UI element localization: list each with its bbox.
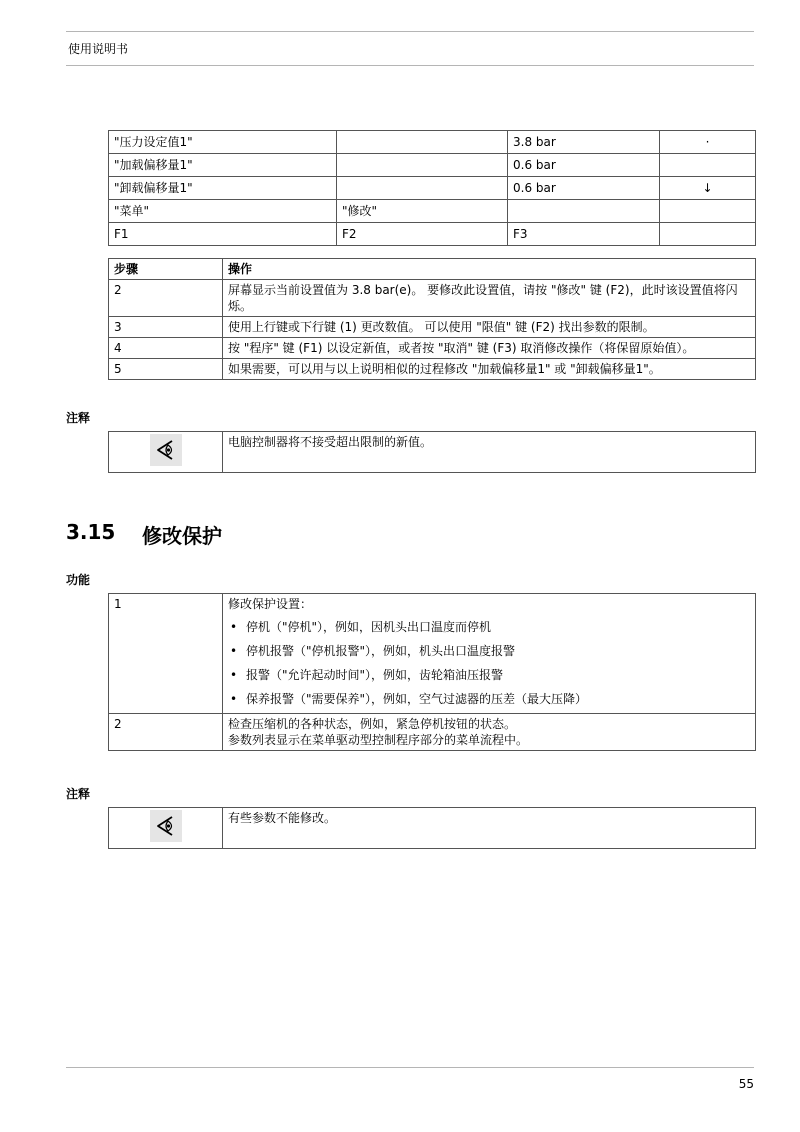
table-header-row (109, 259, 756, 280)
page-number: 55 (738, 1077, 754, 1091)
scroll-dot-icon: · (660, 131, 756, 154)
table-row (109, 317, 756, 338)
bullet: • (230, 620, 238, 634)
step-action: 屏幕显示当前设置值为 3.8 bar(e)。 要修改此设置值，请按 "修改" 键 (F2)，此时该设置值将闪烁。 (223, 280, 756, 317)
document-title: 使用说明书 (68, 42, 129, 56)
table-row (109, 177, 756, 200)
display-cell: "压力设定值1" (109, 131, 337, 154)
step-number: 3 (109, 317, 223, 338)
display-cell (660, 200, 756, 223)
footer-rule (66, 1067, 754, 1068)
table-row (109, 280, 756, 317)
table-row (109, 594, 756, 714)
display-cell (508, 200, 660, 223)
display-cell: "修改" (337, 200, 508, 223)
display-cell: "卸载偏移量1" (109, 177, 337, 200)
header-rule-top (66, 31, 754, 32)
function-label: 功能 (66, 573, 91, 587)
bullet: • (230, 644, 238, 658)
note-text: 有些参数不能修改。 (223, 808, 756, 849)
table-row (109, 359, 756, 380)
step-action: 使用上行键或下行键 (1) 更改数值。 可以使用 "限值" 键 (F2) 找出参数的限制。 (223, 317, 756, 338)
function-key-label: F1 (109, 223, 337, 246)
display-cell (660, 223, 756, 246)
bullet: • (230, 692, 238, 706)
table-row (109, 223, 756, 246)
note-box (108, 807, 756, 849)
bullet: • (230, 668, 238, 682)
row-number: 2 (109, 714, 223, 751)
display-cell: 0.6 bar (508, 154, 660, 177)
steps-table (108, 258, 756, 380)
note-label: 注释 (66, 411, 91, 425)
function-text: 检查压缩机的各种状态，例如，紧急停机按钮的状态。 (228, 717, 517, 731)
step-number: 5 (109, 359, 223, 380)
table-row (109, 200, 756, 223)
step-action: 按 "程序" 键 (F1) 以设定新值，或者按 "取消" 键 (F3) 取消修改操作（将保留原始值）。 (223, 338, 756, 359)
function-key-label: F2 (337, 223, 508, 246)
list-item: • 保养报警（"需要保养"），例如，空气过滤器的压差（最大压降） (230, 692, 588, 706)
arrow-down-icon: ↓ (660, 177, 756, 200)
step-number: 4 (109, 338, 223, 359)
step-action: 如果需要，可以用与以上说明相似的过程修改 "加载偏移量1" 或 "卸载偏移量1"。 (223, 359, 756, 380)
display-cell (660, 154, 756, 177)
function-text: 参数列表显示在菜单驱动型控制程序部分的菜单流程中。 (228, 733, 529, 747)
header-rule-bottom (66, 65, 754, 66)
display-cell (337, 177, 508, 200)
eye-icon (150, 810, 182, 842)
list-item: • 停机报警（"停机报警"），例如，机头出口温度报警 (230, 644, 516, 658)
section-number: 3.15 (66, 520, 116, 544)
note-box (108, 431, 756, 473)
display-cell: 0.6 bar (508, 177, 660, 200)
note-text: 电脑控制器将不接受超出限制的新值。 (223, 432, 756, 473)
display-cell: "菜单" (109, 200, 337, 223)
column-header-action: 操作 (223, 259, 756, 280)
table-row (109, 714, 756, 751)
function-key-label: F3 (508, 223, 660, 246)
eye-icon (150, 434, 182, 466)
display-cell (337, 131, 508, 154)
list-item: • 报警（"允许起动时间"），例如，齿轮箱油压报警 (230, 668, 504, 682)
function-intro: 修改保护设置： (228, 597, 313, 611)
display-cell (337, 154, 508, 177)
protection-list (228, 619, 750, 707)
display-cell: 3.8 bar (508, 131, 660, 154)
table-row (109, 808, 756, 849)
list-item: • 停机（"停机"），例如，因机头出口温度而停机 (230, 620, 492, 634)
step-number: 2 (109, 280, 223, 317)
row-number: 1 (109, 594, 223, 714)
column-header-step: 步骤 (109, 259, 223, 280)
table-row (109, 154, 756, 177)
section-title: 修改保护 (142, 524, 222, 548)
display-cell: "加载偏移量1" (109, 154, 337, 177)
function-table (108, 593, 756, 751)
table-row (109, 131, 756, 154)
controller-display-table (108, 130, 756, 246)
note-label: 注释 (66, 787, 91, 801)
table-row (109, 432, 756, 473)
table-row (109, 338, 756, 359)
